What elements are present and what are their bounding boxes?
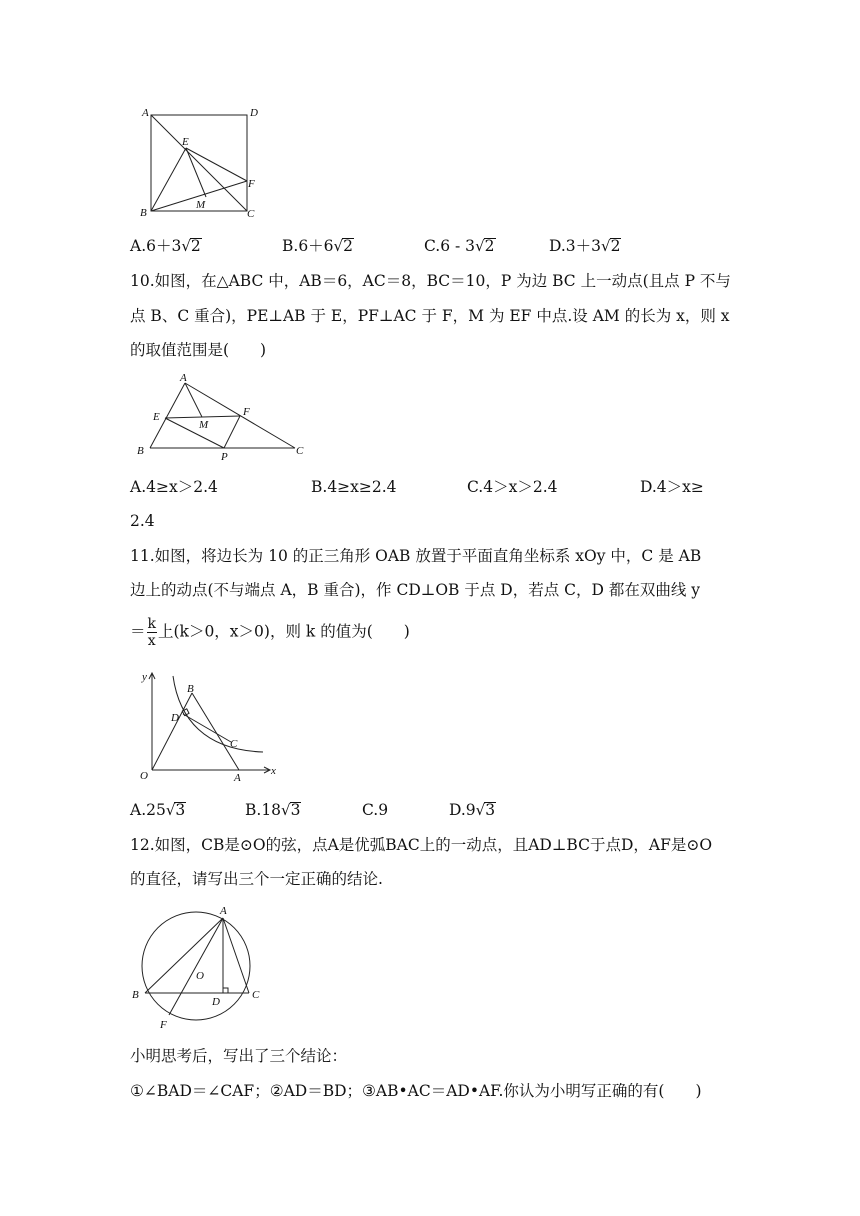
q9-option-b: B.6＋6√2 — [282, 237, 353, 255]
square-figure — [138, 104, 268, 224]
label-y: y — [142, 671, 147, 683]
q10-option-b: B.4≥x≥2.4 — [311, 478, 397, 496]
q11-option-a: A.25√3 — [130, 801, 186, 819]
label-x: x — [271, 765, 276, 777]
label-d: D — [212, 996, 220, 1008]
label-d: D — [171, 712, 179, 724]
q10-option-d-cont: 2.4 — [130, 512, 155, 530]
label-b: B — [132, 989, 139, 1001]
label-a: A — [220, 905, 227, 917]
q10-line-3: 的取值范围是( ) — [130, 341, 267, 359]
label-p: P — [221, 451, 228, 460]
q12-line-2: 的直径，请写出三个一定正确的结论. — [130, 870, 383, 888]
label-a: A — [234, 772, 241, 784]
label-c: C — [252, 989, 260, 1001]
circle-figure — [128, 900, 268, 1040]
label-c: C — [296, 445, 304, 457]
label-b: B — [187, 683, 194, 695]
q10-line-1: 10.如图，在△ABC 中，AB＝6，AC＝8，BC＝10，P 为边 BC 上一动点(且点 P 不与 — [130, 272, 731, 290]
q9-option-a: A.6＋3√2 — [130, 237, 201, 255]
label-f: F — [248, 178, 255, 190]
q12-line-1: 12.如图，CB是⊙O的弦，点A是优弧BAC上的一动点，且AD⊥BC于点D，AF是⊙O — [130, 836, 713, 854]
label-b: B — [137, 445, 144, 457]
q11-line-3: ＝ $\frac{k}{x}$ 上(k＞0，x＞0)，则 k 的值为( ) — [130, 616, 410, 649]
q10-option-a: A.4≥x＞2.4 — [130, 478, 218, 496]
label-o: O — [140, 770, 148, 782]
q12-after-2: ①∠BAD＝∠CAF；②AD＝BD；③AB•AC＝AD•AF.你认为小明写正确的有( ) — [130, 1082, 702, 1100]
q11-line-1: 11.如图，将边长为 10 的正三角形 OAB 放置于平面直角坐标系 xOy 中，C 是 AB — [130, 547, 702, 565]
label-e: E — [182, 136, 189, 148]
label-f: F — [243, 406, 250, 418]
q11-option-b: B.18√3 — [245, 801, 301, 819]
label-b: B — [140, 207, 147, 219]
q11-option-c: C.9 — [362, 801, 389, 819]
label-e: E — [153, 411, 160, 423]
label-f: F — [160, 1019, 167, 1031]
label-a: A — [142, 107, 149, 119]
q10-line-2: 点 B、C 重合)，PE⊥AB 于 E，PF⊥AC 于 F，M 为 EF 中点.设 AM 的长为 x，则 x — [130, 307, 730, 325]
triangle-figure — [135, 370, 310, 460]
label-d: D — [250, 107, 258, 119]
q11-line-2: 边上的动点(不与端点 A，B 重合)，作 CD⊥OB 于点 D，若点 C，D 都在双曲线 y — [130, 581, 701, 599]
q10-option-d: D.4＞x≥ — [640, 478, 704, 496]
q11-option-d: D.9√3 — [449, 801, 496, 819]
label-a: A — [180, 372, 187, 384]
fraction-k-over-x: $\frac{k}{x}$ — [147, 616, 156, 649]
label-c: C — [230, 738, 238, 750]
label-o: O — [196, 970, 204, 982]
q10-option-c: C.4＞x＞2.4 — [467, 478, 558, 496]
hyperbola-figure — [135, 664, 285, 784]
q9-option-c: C.6 - 3√2 — [424, 237, 495, 255]
label-c: C — [247, 208, 255, 220]
q12-after-1: 小明思考后，写出了三个结论： — [130, 1047, 348, 1065]
q9-option-d: D.3＋3√2 — [549, 237, 621, 255]
label-m: M — [196, 199, 206, 211]
label-m: M — [199, 419, 209, 431]
